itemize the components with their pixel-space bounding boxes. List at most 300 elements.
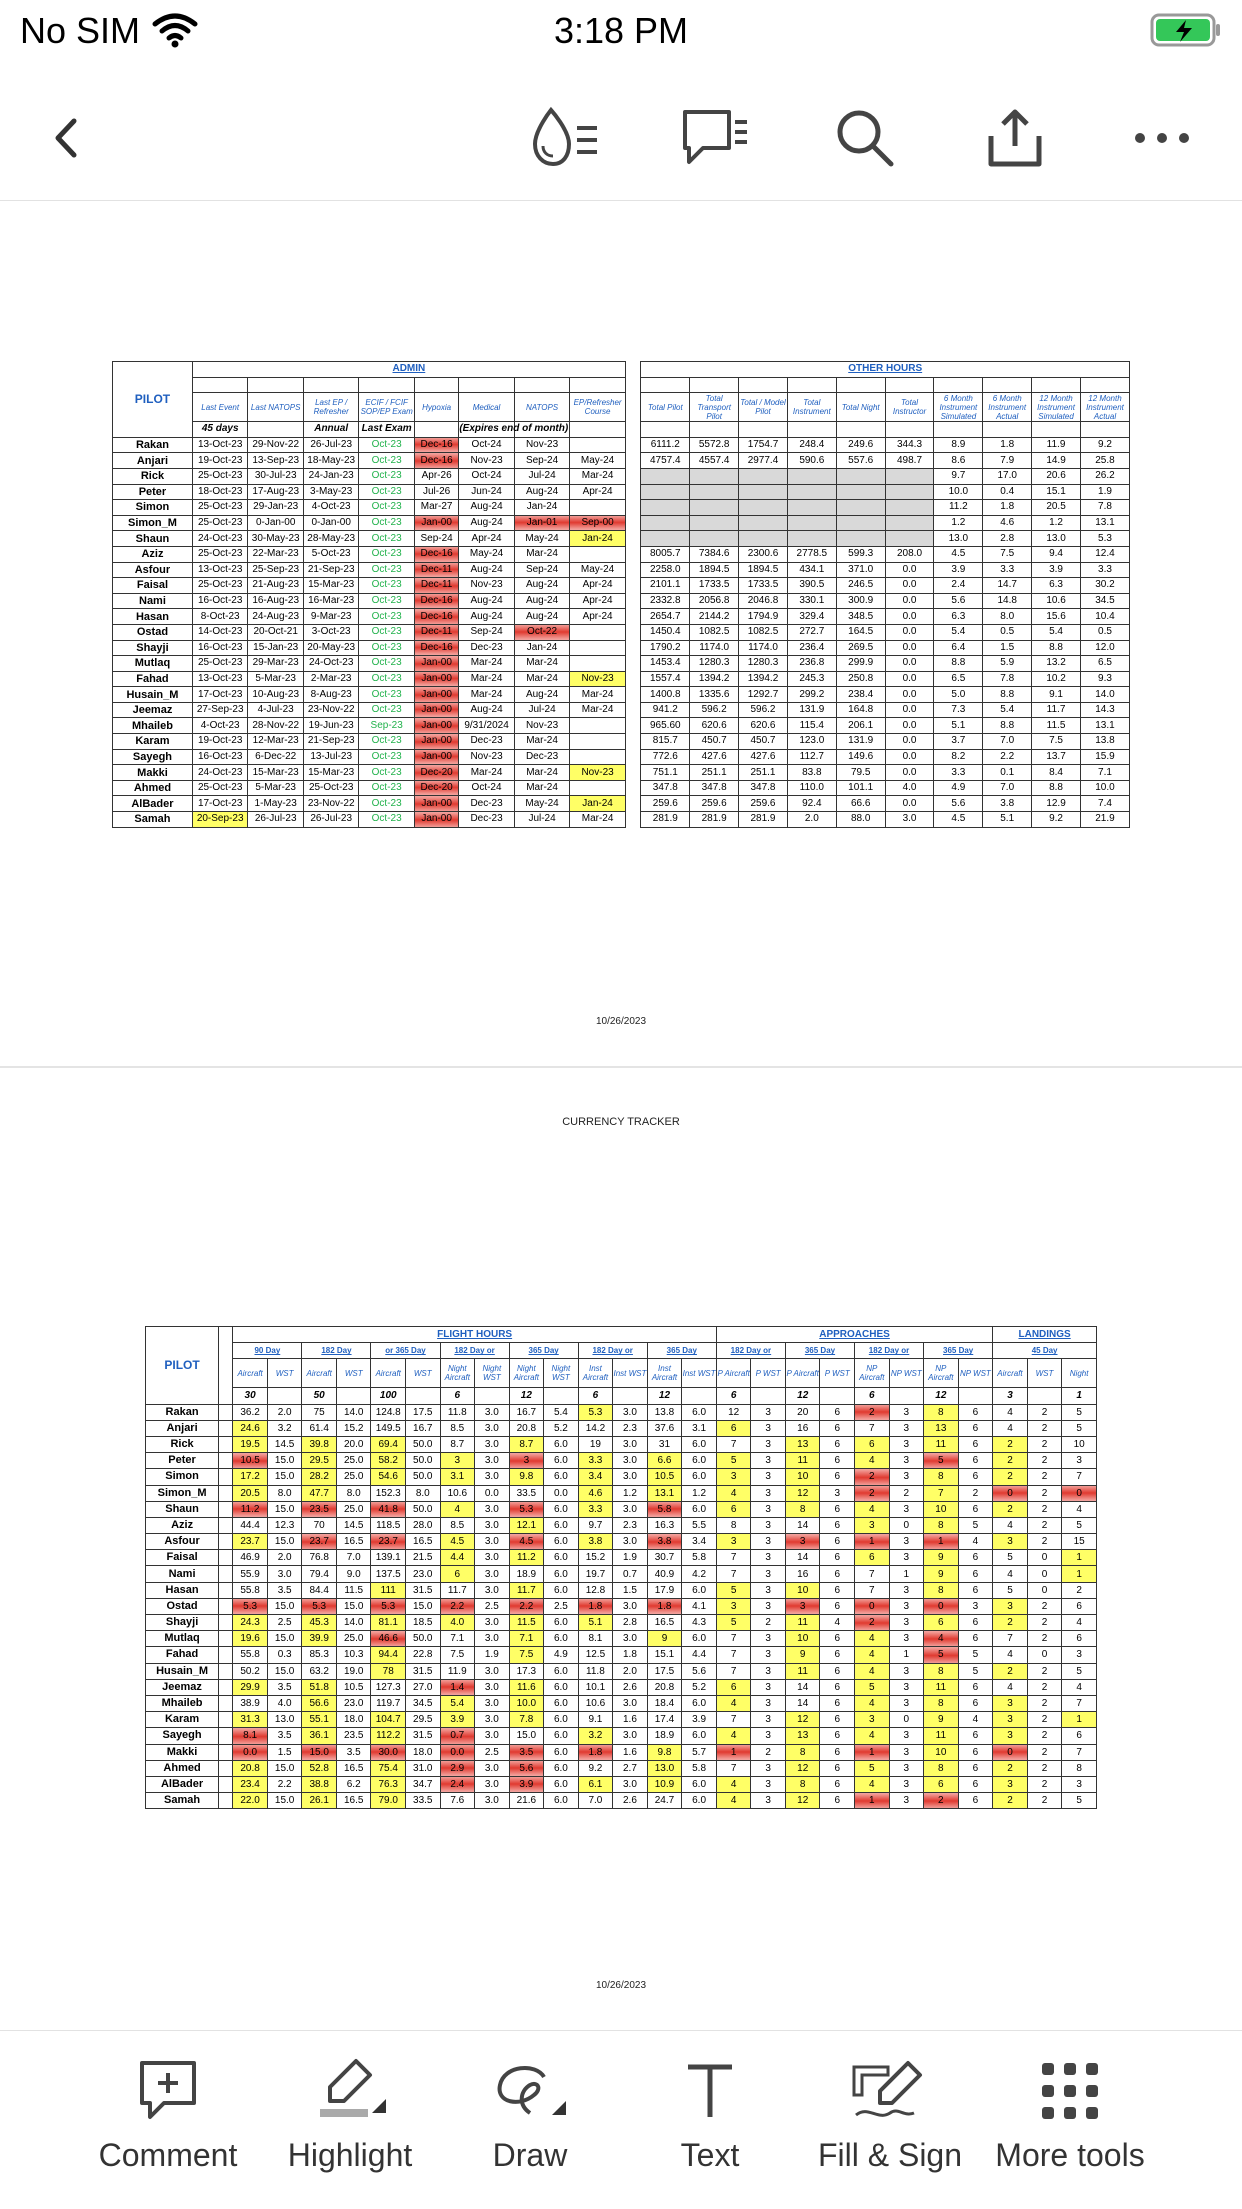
table-header-row	[113, 377, 1130, 393]
period-header: 365 Day	[785, 1343, 854, 1359]
table-cell: 39.9	[302, 1631, 337, 1647]
table-cell: 1.2	[934, 515, 983, 531]
table-cell: 3.8	[983, 796, 1032, 812]
table-cell: 6.0	[682, 1582, 717, 1598]
table-cell: 7	[716, 1712, 751, 1728]
table-cell: 5.7	[682, 1744, 717, 1760]
table-cell: 6	[958, 1760, 993, 1776]
table-cell: 16-Oct-23	[192, 593, 248, 609]
table-cell: 9.0	[336, 1566, 371, 1582]
table-cell: 5	[1062, 1404, 1097, 1420]
table-cell: 19.5	[233, 1436, 268, 1452]
table-cell: 6	[958, 1776, 993, 1792]
table-cell	[739, 468, 788, 484]
table-cell: Dec-23	[459, 640, 515, 656]
table-cell: 11	[785, 1453, 820, 1469]
table-cell: 6	[958, 1728, 993, 1744]
table-cell: Sep-00	[570, 515, 626, 531]
table-cell: 1082.5	[690, 624, 739, 640]
table-cell: 1	[1062, 1712, 1097, 1728]
table-cell: 31	[647, 1436, 682, 1452]
table-cell: 4757.4	[641, 453, 690, 469]
table-cell: 3	[751, 1712, 786, 1728]
table-cell: 8.8	[1032, 640, 1081, 656]
column-header: NP WST	[889, 1359, 924, 1388]
page-divider	[0, 1066, 1242, 1068]
search-icon[interactable]	[825, 98, 905, 178]
table-cell: 7	[716, 1566, 751, 1582]
table-cell: 6.1	[578, 1776, 613, 1792]
table-cell: Mar-24	[459, 687, 515, 703]
table-row	[146, 1469, 1097, 1485]
table-cell: 29-Jan-23	[248, 500, 304, 516]
table-cell: 6	[820, 1712, 855, 1728]
table-cell: 17-Oct-23	[192, 687, 248, 703]
draw-tool[interactable]	[430, 2051, 630, 2174]
spacer-cell	[625, 593, 641, 609]
table-cell: 5.4	[983, 702, 1032, 718]
table-cell: Oct-23	[359, 812, 415, 828]
table-cell: 3	[751, 1647, 786, 1663]
pilot-name-cell: Ahmed	[113, 780, 193, 796]
table-cell: 6.0	[544, 1436, 579, 1452]
table-cell: 6	[820, 1760, 855, 1776]
table-cell: 3	[751, 1550, 786, 1566]
table-cell: 30.2	[1080, 578, 1129, 594]
table-cell: 24.7	[647, 1793, 682, 1809]
table-cell: 75	[302, 1404, 337, 1420]
table-row	[113, 765, 1130, 781]
header-blank	[983, 377, 1032, 393]
table-cell: 14.2	[578, 1420, 613, 1436]
table-cell: 16.3	[647, 1517, 682, 1533]
table-cell: 3.0	[475, 1534, 510, 1550]
table-cell: 0.0	[885, 593, 934, 609]
table-cell: 2.0	[613, 1663, 648, 1679]
table-cell: 7	[1062, 1469, 1097, 1485]
table-cell: 33.5	[509, 1485, 544, 1501]
table-cell: 6	[958, 1631, 993, 1647]
table-cell: 4-Oct-23	[192, 718, 248, 734]
table-cell: 5.4	[1032, 624, 1081, 640]
pilot-name-cell: Rick	[146, 1436, 219, 1452]
table-cell: 13-Sep-23	[248, 453, 304, 469]
more-tools[interactable]	[970, 2051, 1170, 2174]
table-cell	[690, 531, 739, 547]
pilot-name-cell: Ostad	[146, 1598, 219, 1614]
table-row	[146, 1404, 1097, 1420]
table-cell: 7	[993, 1631, 1028, 1647]
table-cell: 6	[820, 1728, 855, 1744]
table-row	[146, 1728, 1097, 1744]
table-cell: 2.2	[509, 1598, 544, 1614]
pilot-name-cell: Faisal	[146, 1550, 219, 1566]
table-cell: 1.2	[613, 1485, 648, 1501]
table-cell	[570, 437, 626, 453]
table-cell: 6	[958, 1793, 993, 1809]
period-header: 90 Day	[233, 1343, 302, 1359]
table-cell: 13	[785, 1728, 820, 1744]
table-row	[146, 1534, 1097, 1550]
table-cell: 3.0	[613, 1404, 648, 1420]
requirement-cell	[613, 1388, 648, 1404]
period-header: or 365 Day	[371, 1343, 440, 1359]
table-cell: 6.0	[682, 1695, 717, 1711]
spacer-cell	[625, 562, 641, 578]
table-cell	[570, 780, 626, 796]
table-cell: 8005.7	[641, 546, 690, 562]
pilot-name-cell: Mutlaq	[146, 1631, 219, 1647]
table-cell: 6	[958, 1695, 993, 1711]
table-cell: 0	[993, 1485, 1028, 1501]
table-cell: 4.5	[440, 1534, 475, 1550]
table-cell: 6.0	[544, 1712, 579, 1728]
text-tool[interactable]	[610, 2051, 810, 2174]
table-cell: 23.0	[406, 1566, 441, 1582]
table-cell: 9.3	[1080, 671, 1129, 687]
table-cell: 14.3	[1080, 702, 1129, 718]
table-cell: 0.0	[544, 1485, 579, 1501]
table-cell: 281.9	[690, 812, 739, 828]
table-cell: 8.9	[934, 437, 983, 453]
draw-icon	[430, 2051, 630, 2131]
table-cell: 6	[716, 1420, 751, 1436]
table-cell: 10	[785, 1469, 820, 1485]
table-cell: 16.7	[509, 1404, 544, 1420]
table-cell: 0.0	[885, 624, 934, 640]
table-cell: 4	[1062, 1615, 1097, 1631]
table-cell: 5	[1062, 1793, 1097, 1809]
requirement-cell: 1	[1062, 1388, 1097, 1404]
spacer-cell	[219, 1436, 233, 1452]
table-cell: 11.9	[440, 1663, 475, 1679]
table-cell: 6	[958, 1404, 993, 1420]
header-blank	[1080, 377, 1129, 393]
pilot-name-cell: Rakan	[146, 1404, 219, 1420]
header-blank	[570, 377, 626, 393]
reading-mode-icon[interactable]	[525, 98, 605, 178]
table-cell: 4.2	[682, 1566, 717, 1582]
table-cell: 5.1	[983, 812, 1032, 828]
table-cell: Dec-20	[414, 765, 458, 781]
table-cell: 15.0	[302, 1744, 337, 1760]
table-cell: 16	[785, 1566, 820, 1582]
table-cell: 10.0	[1080, 780, 1129, 796]
table-cell: 4.9	[544, 1647, 579, 1663]
table-cell: 1	[1062, 1566, 1097, 1582]
table-cell: Jan-00	[414, 796, 458, 812]
spacer-cell	[219, 1550, 233, 1566]
table-cell: 3	[889, 1631, 924, 1647]
column-header: WST	[267, 1359, 302, 1388]
requirement-cell: 12	[785, 1388, 820, 1404]
table-cell: 36.1	[302, 1728, 337, 1744]
table-cell: 11.5	[1032, 718, 1081, 734]
table-cell: 1082.5	[739, 624, 788, 640]
pilot-name-cell: Aziz	[113, 546, 193, 562]
table-cell: 6	[820, 1631, 855, 1647]
table-cell: 3.0	[475, 1404, 510, 1420]
table-cell: Aug-24	[514, 578, 570, 594]
table-cell: May-24	[514, 796, 570, 812]
table-cell: 24.3	[233, 1615, 268, 1631]
table-row	[146, 1793, 1097, 1809]
table-cell: Mar-27	[414, 500, 458, 516]
table-cell: 5.3	[578, 1404, 613, 1420]
table-cell: 29.5	[302, 1453, 337, 1469]
header-blank	[739, 377, 788, 393]
pilot-name-cell: Simon	[146, 1469, 219, 1485]
table-cell: 208.0	[885, 546, 934, 562]
table-row	[113, 671, 1130, 687]
table-cell: 2	[751, 1615, 786, 1631]
table-cell: 9.4	[1032, 546, 1081, 562]
table-cell: 7	[855, 1420, 890, 1436]
table-cell: Jan-00	[414, 734, 458, 750]
highlight-tool[interactable]	[250, 2051, 450, 2174]
requirement-cell	[820, 1388, 855, 1404]
table-cell: 110.0	[787, 780, 836, 796]
table-cell: Oct-23	[359, 624, 415, 640]
table-cell: 3.0	[475, 1793, 510, 1809]
table-cell: 8.0	[336, 1485, 371, 1501]
table-cell: 2.3	[613, 1420, 648, 1436]
table-cell: 3	[993, 1712, 1028, 1728]
table-cell: 4	[716, 1793, 751, 1809]
table-cell: Oct-23	[359, 578, 415, 594]
table-cell: 8.4	[1032, 765, 1081, 781]
table-cell: 23.0	[336, 1695, 371, 1711]
spacer-cell	[625, 812, 641, 828]
table-cell: 26-Jul-23	[248, 812, 304, 828]
pilot-column-header: PILOT	[113, 362, 193, 438]
table-cell: 16.5	[647, 1615, 682, 1631]
table-cell: May-24	[570, 453, 626, 469]
table-cell: 6	[958, 1420, 993, 1436]
table-cell: 0.5	[983, 624, 1032, 640]
table-cell: 6.0	[682, 1728, 717, 1744]
table-cell: 18.9	[509, 1566, 544, 1582]
requirement-cell	[682, 1388, 717, 1404]
column-header: Inst WST	[613, 1359, 648, 1388]
table-cell: Jan-00	[414, 718, 458, 734]
table-cell: 11.5	[509, 1615, 544, 1631]
table-cell: 450.7	[739, 734, 788, 750]
table-cell: 0.0	[885, 578, 934, 594]
table-cell: 3	[785, 1534, 820, 1550]
table-cell: 3	[509, 1453, 544, 1469]
table-cell: 2	[1027, 1598, 1062, 1614]
column-header: Night	[1062, 1359, 1097, 1388]
table-cell: Dec-23	[459, 734, 515, 750]
table-cell: Oct-24	[459, 468, 515, 484]
header-blank	[414, 377, 458, 393]
table-cell: 9	[785, 1647, 820, 1663]
table-cell: 6.0	[544, 1695, 579, 1711]
table-cell: 4	[993, 1420, 1028, 1436]
table-cell: 3	[1062, 1647, 1097, 1663]
table-cell: 79.4	[302, 1566, 337, 1582]
table-cell: 3	[440, 1453, 475, 1469]
table-cell: 6.0	[682, 1501, 717, 1517]
header-blank	[514, 377, 570, 393]
table-cell: 3.0	[267, 1566, 302, 1582]
spacer-cell	[219, 1631, 233, 1647]
table-cell: 12	[785, 1793, 820, 1809]
table-cell: 3	[889, 1501, 924, 1517]
table-cell: 5	[1062, 1517, 1097, 1533]
table-row	[113, 734, 1130, 750]
table-cell: 6	[958, 1501, 993, 1517]
spacer-cell	[219, 1760, 233, 1776]
table-cell: 19-Jun-23	[303, 718, 359, 734]
table-cell: 11.2	[233, 1501, 268, 1517]
table-cell: 12.5	[578, 1647, 613, 1663]
table-cell: 3	[1062, 1776, 1097, 1792]
table-cell: Jan-00	[414, 702, 458, 718]
table-cell: Jul-24	[514, 468, 570, 484]
table-cell: Dec-16	[414, 609, 458, 625]
table-cell: 269.5	[836, 640, 885, 656]
table-cell: 149.5	[371, 1420, 406, 1436]
table-cell: 1400.8	[641, 687, 690, 703]
highlight-icon	[250, 2051, 450, 2131]
header-blank	[359, 377, 415, 393]
header-blank	[787, 377, 836, 393]
table-cell: 6	[820, 1534, 855, 1550]
table-cell: 27-Sep-23	[192, 702, 248, 718]
table-cell: 15.0	[267, 1760, 302, 1776]
spacer-cell	[219, 1728, 233, 1744]
table-row	[146, 1566, 1097, 1582]
table-cell: 6.0	[682, 1453, 717, 1469]
table-cell: 5	[924, 1453, 959, 1469]
table-row	[146, 1550, 1097, 1566]
table-cell: 69.4	[371, 1436, 406, 1452]
header-blank	[885, 377, 934, 393]
table-cell: 8.8	[983, 687, 1032, 703]
table-cell: 17.4	[647, 1712, 682, 1728]
table-cell: 13.8	[1080, 734, 1129, 750]
table-cell: 2	[993, 1663, 1028, 1679]
table-cell: 8-Oct-23	[192, 609, 248, 625]
table-cell: 6.0	[544, 1615, 579, 1631]
comment-tool[interactable]	[68, 2051, 268, 2174]
table-cell: 7	[716, 1631, 751, 1647]
table-cell: 3	[889, 1469, 924, 1485]
table-cell: Mar-24	[570, 812, 626, 828]
table-cell: 3	[993, 1776, 1028, 1792]
table-cell: 4	[924, 1631, 959, 1647]
table-cell: 7.1	[440, 1631, 475, 1647]
table-cell: 10	[1062, 1436, 1097, 1452]
table-cell: Mar-24	[459, 765, 515, 781]
table-cell: 9.2	[1080, 437, 1129, 453]
page2-date: 10/26/2023	[595, 1980, 647, 1991]
table-cell: Jan-00	[414, 515, 458, 531]
table-cell: 46.9	[233, 1550, 268, 1566]
table-cell: 0	[1027, 1582, 1062, 1598]
table-cell: 4.6	[578, 1485, 613, 1501]
table-cell: 6	[958, 1744, 993, 1760]
table-cell: 14	[785, 1517, 820, 1533]
table-cell: 58.2	[371, 1453, 406, 1469]
table-cell: 1733.5	[690, 578, 739, 594]
table-cell: Apr-24	[459, 531, 515, 547]
table-cell: Oct-24	[459, 437, 515, 453]
table-cell: 15.0	[267, 1469, 302, 1485]
table-cell: Mar-24	[514, 546, 570, 562]
table-cell: 3.0	[475, 1453, 510, 1469]
table-cell: Jun-24	[459, 484, 515, 500]
table-cell: 347.8	[739, 780, 788, 796]
table-cell: 81.1	[371, 1615, 406, 1631]
table-cell: 2046.8	[739, 593, 788, 609]
more-options-icon[interactable]	[1122, 98, 1202, 178]
table-cell: 3.0	[475, 1695, 510, 1711]
table-cell: 9/31/2024	[459, 718, 515, 734]
table-cell: 2	[1027, 1760, 1062, 1776]
table-cell: 4	[993, 1517, 1028, 1533]
table-cell: 3.0	[475, 1420, 510, 1436]
table-cell: 0	[855, 1598, 890, 1614]
table-row	[113, 796, 1130, 812]
table-header-row	[146, 1388, 1097, 1404]
share-icon[interactable]	[975, 98, 1055, 178]
table-cell: 2.5	[475, 1598, 510, 1614]
table-cell: 164.8	[836, 702, 885, 718]
pilot-name-cell: Ahmed	[146, 1760, 219, 1776]
table-cell: 1	[1062, 1550, 1097, 1566]
table-cell: 8.0	[406, 1485, 441, 1501]
spacer-cell	[625, 765, 641, 781]
table-cell: Oct-23	[359, 484, 415, 500]
table-row	[113, 609, 1130, 625]
table-cell: 55.1	[302, 1712, 337, 1728]
table-cell: 7.1	[1080, 765, 1129, 781]
table-cell: 1174.0	[739, 640, 788, 656]
table-cell: 14.0	[1080, 687, 1129, 703]
table-cell: 16	[785, 1420, 820, 1436]
table-cell: 14-Oct-23	[192, 624, 248, 640]
back-icon[interactable]	[26, 98, 106, 178]
table-cell: 6	[820, 1793, 855, 1809]
table-cell: 3	[889, 1776, 924, 1792]
table-cell: 1.8	[983, 437, 1032, 453]
table-cell: 9.1	[578, 1712, 613, 1728]
table-cell: 6.0	[682, 1776, 717, 1792]
table-cell: 17.0	[983, 468, 1032, 484]
table-row	[113, 578, 1130, 594]
table-cell: 4	[958, 1534, 993, 1550]
pilot-name-cell: Simon	[113, 500, 193, 516]
table-cell: 8.8	[934, 656, 983, 672]
table-row	[113, 437, 1130, 453]
spacer-cell	[219, 1420, 233, 1436]
requirement-cell: 6	[716, 1388, 751, 1404]
column-header: P Aircraft	[785, 1359, 820, 1388]
comments-list-icon[interactable]	[675, 98, 755, 178]
spacer-cell	[625, 531, 641, 547]
table-cell	[739, 515, 788, 531]
spacer-cell	[219, 1582, 233, 1598]
table-cell: Jan-00	[414, 687, 458, 703]
fill-sign-tool[interactable]	[790, 2051, 990, 2174]
table-cell: 15-Mar-23	[248, 765, 304, 781]
table-cell: 7	[716, 1663, 751, 1679]
pilot-name-cell: Samah	[146, 1793, 219, 1809]
table-cell: 12	[785, 1760, 820, 1776]
